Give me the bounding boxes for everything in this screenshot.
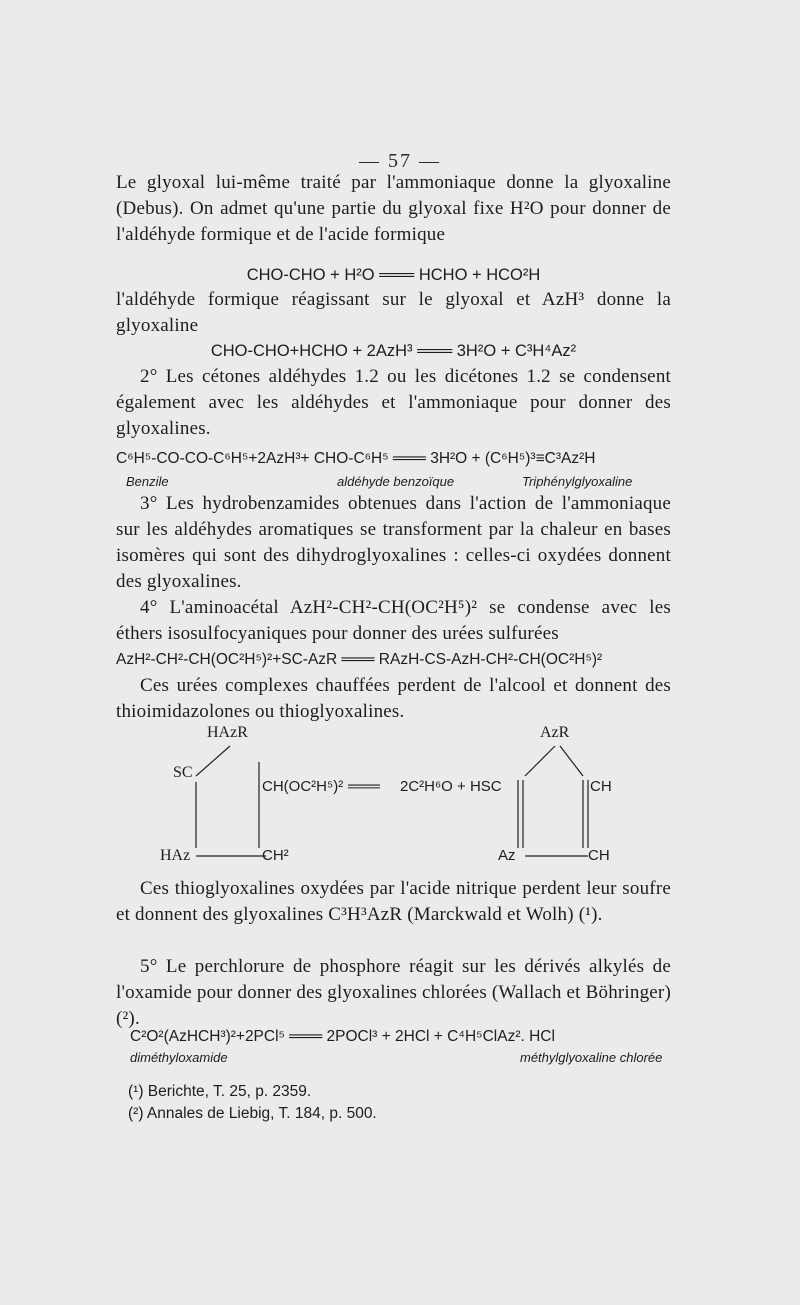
paragraph-ketone-aldehydes: 2° Les cétones aldéhydes 1.2 ou les dicétones 1.2 se condensent également avec les aldéhydes et l'ammoniaque pour donner des glyoxalines. [116, 366, 671, 439]
bond-left-top [196, 746, 230, 776]
bond-right-right [560, 746, 583, 776]
equation-benzile: C⁶H⁵-CO-CO-C⁶H⁵+2AzH³+ CHO-C⁶H⁵ ═══ 3H²O + (C⁶H⁵)³≡C³Az²H [116, 450, 596, 467]
paragraph-thioureas: Ces urées complexes chauffées perdent de l'alcool et donnent des thioimidazolones ou thioglyoxalines. [116, 675, 671, 722]
paragraph-phosphorus-perchloride: 5° Le perchlorure de phosphore réagit sur les dérivés alkylés de l'oxamide pour donner des glyoxalines chlorées (Wallach et Böhringer) (²). [116, 956, 671, 1029]
label-products: 2C²H⁶O + HSC [400, 778, 502, 795]
label-hazr: HAzR [207, 724, 248, 741]
label-azr: AzR [540, 724, 570, 741]
label-ch-acetal: CH(OC²H⁵)² [262, 778, 344, 795]
paragraph-glyoxal: Le glyoxal lui-même traité par l'ammoniaque donne la glyoxaline (Debus). On admet qu'une partie du glyoxal fixe H²O pour donner de l'aldéhyde formique et de l'acide formique [116, 172, 671, 245]
paragraph-nitric-oxidation: Ces thioglyoxalines oxydées par l'acide nitrique perdent leur soufre et donnent des glyoxalines C³H³AzR (Marckwald et Wolh) (¹). [116, 878, 671, 925]
equation-aminoacetal: AzH²-CH²-CH(OC²H⁵)²+SC-AzR ═══ RAzH-CS-AzH-CH²-CH(OC²H⁵)² [116, 651, 603, 668]
label-ch-bottom-right: CH [588, 847, 610, 864]
page-number: — 57 — [359, 150, 441, 172]
caption-benzile: Benzile [126, 474, 169, 489]
label-sc: SC [173, 764, 193, 781]
caption-dimethyloxamide: diméthyloxamide [130, 1050, 228, 1065]
footnote-1: (¹) Berichte, T. 25, p. 2359. [128, 1083, 312, 1100]
equation-glyoxaline-formation: CHO-CHO+HCHO + 2AzH³ ═══ 3H²O + C³H⁴Az² [210, 342, 577, 360]
footnote-2: (²) Annales de Liebig, T. 184, p. 500. [128, 1105, 377, 1122]
label-az-right: Az [498, 847, 516, 864]
paragraph-aminoacetal: 4° L'aminoacétal AzH²-CH²-CH(OC²H⁵)² se condense avec les éthers isosulfocyaniques pour donner des urées sulfurées [116, 597, 671, 644]
caption-triphenylglyoxaline: Triphénylglyoxaline [522, 474, 633, 489]
label-ch-right: CH [590, 778, 612, 795]
label-haz: HAz [160, 847, 191, 864]
caption-methylglyoxaline: méthylglyoxaline chlorée [520, 1050, 663, 1065]
equation-glyoxal-hydrolysis: CHO-CHO + H²O ═══ HCHO + HCO²H [246, 266, 541, 284]
paragraph-hydrobenzamides: 3° Les hydrobenzamides obtenues dans l'action de l'ammoniaque sur les aldéhydes aromatiques se transforment par la chaleur en bases isomères qui sont des dihydroglyoxalines : celles-ci oxydées donnent des glyoxalines. [116, 493, 671, 592]
equation-oxamide: C²O²(AzHCH³)²+2PCl⁵ ═══ 2POCl³ + 2HCl + C⁴H⁵ClAz². HCl [130, 1028, 555, 1045]
label-equals: ═══ [348, 778, 380, 795]
caption-benzaldehyde: aldéhyde benzoïque [337, 474, 455, 489]
bond-right-left [525, 746, 555, 776]
label-ch2: CH² [262, 847, 289, 864]
paragraph-formaldehyde: l'aldéhyde formique réagissant sur le glyoxal et AzH³ donne la glyoxaline [116, 289, 671, 336]
